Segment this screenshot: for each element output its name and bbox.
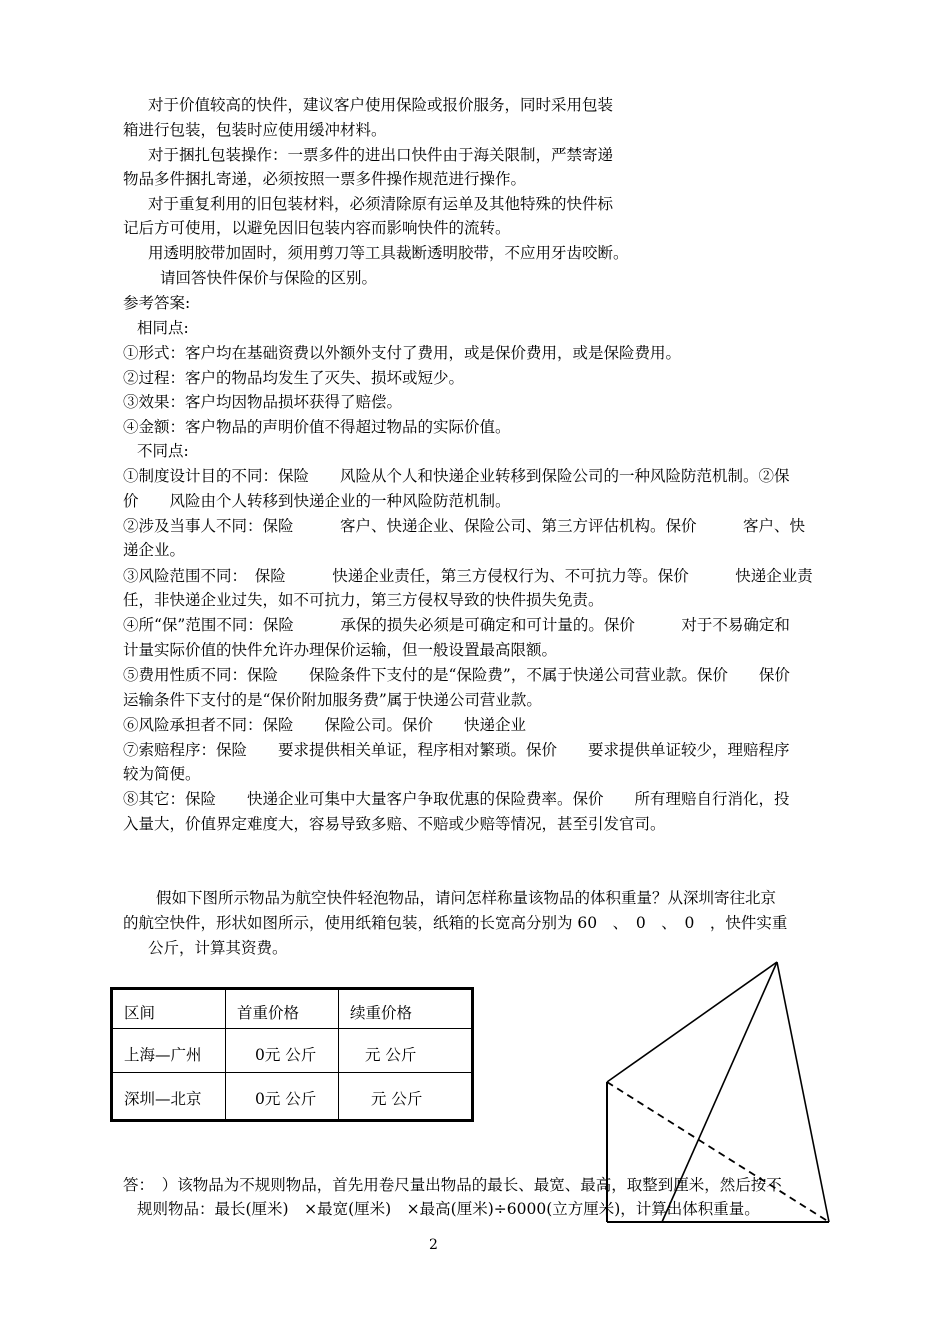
figure-edge [777, 962, 829, 1222]
diff-point-line: 价 风险由个人转移到快递企业的一种风险防范机制。 [123, 492, 511, 510]
same-point: ④金额：客户物品的声明价值不得超过物品的实际价值。 [123, 418, 511, 436]
table-header: 续重价格 [350, 1004, 413, 1022]
price-table [110, 987, 474, 1122]
diff-point-line: ⑦索赔程序：保险 要求提供相关单证，程序相对繁琐。保价 要求提供单证较少，理赔程序 [123, 741, 790, 759]
paragraph-line: 用透明胶带加固时，须用剪刀等工具裁断透明胶带，不应用牙齿咬断。 [148, 244, 629, 262]
table-cell: 深圳—北京 [124, 1090, 202, 1108]
diff-point-line: 较为简便。 [123, 765, 201, 783]
paragraph-line: 物品多件捆扎寄递，必须按照一票多件操作规范进行操作。 [123, 170, 527, 188]
paragraph-line: 对于捆扎包装操作：一票多件的进出口快件由于海关限制，严禁寄递 [148, 146, 614, 164]
question-2-line: 公斤，计算其资费。 [148, 939, 288, 957]
diff-point-line: 运输条件下支付的是“保价附加服务费”属于快递公司营业款。 [123, 691, 542, 709]
question-1: 请回答快件保价与保险的区别。 [160, 269, 378, 287]
table-cell: 元 公斤 [371, 1090, 423, 1108]
diff-point-line: ③风险范围不同： 保险 快递企业责任，第三方侵权行为、不可抗力等。保价 快递企业责 [123, 567, 813, 585]
question-2-line: 的航空快件，形状如图所示，使用纸箱包装，纸箱的长宽高分别为 60 、 0 、 0 ，快件实重 [123, 914, 788, 932]
page-number: 2 [429, 1237, 438, 1253]
table-header: 首重价格 [237, 1004, 300, 1022]
table-cell: 上海—广州 [124, 1046, 202, 1064]
diff-point-line: 任，非快递企业过失，如不可抗力，第三方侵权导致的快件损失免责。 [123, 591, 604, 609]
table-col-divider [338, 990, 339, 1119]
diff-point-line: ⑧其它：保险 快递企业可集中大量客户争取优惠的保险费率。保价 所有理赔自行消化，投 [123, 790, 790, 808]
paragraph-line: 对于价值较高的快件，建议客户使用保险或报价服务，同时采用包装 [148, 96, 614, 114]
table-cell: 0元 公斤 [255, 1090, 317, 1108]
paragraph-line: 对于重复利用的旧包装材料，必须清除原有运单及其他特殊的快件标 [148, 195, 614, 213]
answer-title: 参考答案: [123, 294, 191, 312]
diff-point-line: ②涉及当事人不同：保险 客户、快递企业、保险公司、第三方评估机构。保价 客户、快 [123, 517, 806, 535]
same-points-title: 相同点: [137, 319, 189, 337]
answer-2-line: 规则物品：最长(厘米) ×最宽(厘米) ×最高(厘米)÷6000(立方厘米)，计算出体积重量。 [137, 1200, 760, 1218]
diff-point-line: 计量实际价值的快件允许办理保价运输，但一般设置最高限额。 [123, 641, 558, 659]
same-point: ①形式：客户均在基础资费以外额外支付了费用，或是保价费用，或是保险费用。 [123, 344, 682, 362]
diff-point-line: 递企业。 [123, 541, 186, 559]
question-2-line: 假如下图所示物品为航空快件轻泡物品，请问怎样称量该物品的体积重量？从深圳寄往北京 [156, 889, 777, 907]
same-point: ③效果：客户均因物品损坏获得了赔偿。 [123, 393, 403, 411]
same-point: ②过程：客户的物品均发生了灭失、损坏或短少。 [123, 369, 465, 387]
diff-point-line: 入量大，价值界定难度大，容易导致多赔、不赔或少赔等情况，甚至引发官司。 [123, 815, 666, 833]
table-cell: 元 公斤 [365, 1046, 417, 1064]
diff-point-line: ④所“保”范围不同：保险 承保的损失必须是可确定和可计量的。保价 对于不易确定和 [123, 616, 790, 634]
paragraph-line: 箱进行包装，包装时应使用缓冲材料。 [123, 121, 387, 139]
table-col-divider [225, 990, 226, 1119]
answer-2-line: 答： ）该物品为不规则物品，首先用卷尺量出物品的最长、最宽、最高，取整到厘米，然后按不 [123, 1176, 782, 1194]
paragraph-line: 记后方可使用，以避免因旧包装内容而影响快件的流转。 [123, 219, 511, 237]
diff-points-title: 不同点: [137, 442, 189, 460]
table-row-divider [113, 1072, 471, 1073]
table-header: 区间 [124, 1004, 156, 1022]
diff-point-line: ⑥风险承担者不同：保险 保险公司。保价 快递企业 [123, 716, 527, 734]
diff-point-line: ①制度设计目的不同：保险 风险从个人和快递企业转移到保险公司的一种风险防范机制。②保 [123, 467, 790, 485]
figure-edge [607, 962, 777, 1082]
diff-point-line: ⑤费用性质不同：保险 保险条件下支付的是“保险费”，不属于快递公司营业款。保价 保价 [123, 666, 790, 684]
table-row-divider [113, 1028, 471, 1029]
table-cell: 0元 公斤 [255, 1046, 317, 1064]
